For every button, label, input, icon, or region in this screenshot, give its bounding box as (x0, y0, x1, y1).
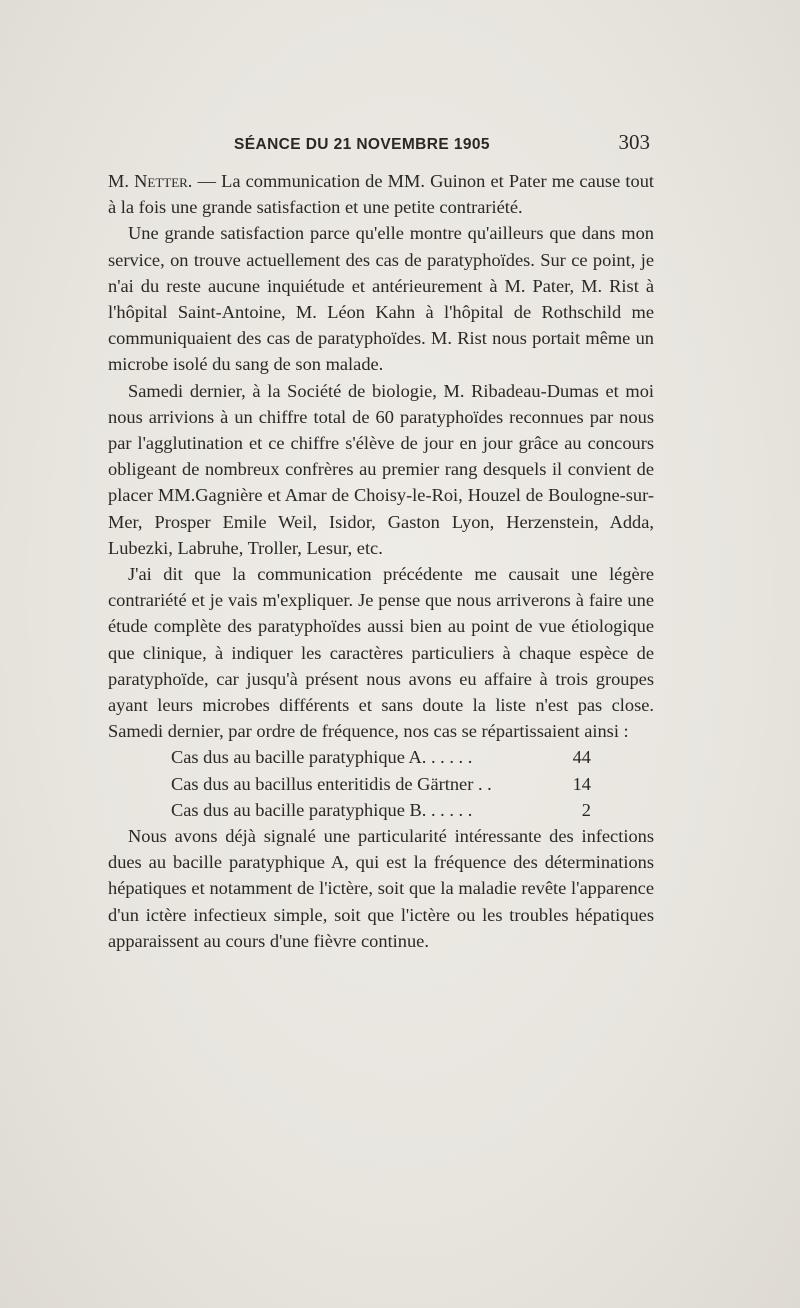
speaker-name: M. Netter. (108, 171, 193, 191)
case-count: 2 (581, 799, 591, 820)
paragraph-satisfaction: Une grande satisfaction parce qu'elle montre qu'ailleurs que dans mon service, on trouve actuellement des cas de paratyphoïdes. Sur ce point, je n'ai du reste aucune inquiétude et antérieurement à M. Pater, M. Rist à l'hôpital Saint-Antoine, M. Léon Kahn à l'hôpital de Rothschild me communiquaient des cas de paratyphoïdes. M. Rist nous portait même un microbe isolé du sang de son malade. (108, 223, 654, 375)
case-row (171, 797, 591, 823)
page-header (108, 130, 650, 158)
paragraph-contrariete: J'ai dit que la communication précédente me causait une légère contrariété et je vais m'expliquer. Je pense que nous arriverons à faire une étude complète des paratyphoïdes aussi bien au point de vue étiologique que clinique, à indiquer les caractères particuliers à chaque espèce de paratyphoïde, car jusqu'à présent nous avons eu affaire à trois groupes ayant leurs microbes différents et sans doute la liste n'est pas close. Samedi dernier, par ordre de fréquence, nos cas se répartissaient ainsi : (108, 564, 654, 742)
paragraph-societe-biologie: Samedi dernier, à la Société de biologie, M. Ribadeau-Dumas et moi nous arrivions à un chiffre total de 60 paratyphoïdes reconnues par nous par l'agglutination et ce chiffre s'élève de jour en jour grâce au concours obligeant de nombreux confrères au premier rang desquels il convient de placer MM.Gagnière et Amar de Choisy-le-Roi, Houzel de Boulogne-sur-Mer, Prosper Emile Weil, Isidor, Gaston Lyon, Herzenstein, Adda, Lubezki, Labruhe, Troller, Lesur, etc. (108, 380, 654, 558)
paragraph-netter-intro (108, 168, 654, 220)
case-label: Cas dus au bacillus enteritidis de Gärtner . . (171, 773, 492, 794)
running-head: SÉANCE DU 21 NOVEMBRE 1905 (234, 136, 490, 153)
paragraph-hepatic: Nous avons déjà signalé une particularité intéressante des infections dues au bacille paratyphique A, qui est la fréquence des déterminations hépatiques et notamment de l'ictère, soit que la maladie revête l'apparence d'un ictère infectieux simple, soit que l'ictère ou les troubles hépatiques apparaissent au cours d'une fièvre continue. (108, 826, 654, 951)
case-row (171, 744, 591, 770)
case-label: Cas dus au bacille paratyphique A. . . . . . (171, 747, 473, 768)
paragraph-netter-intro-text: — La communication de MM. Guinon et Pater me cause tout à la fois une grande satisfaction et une petite contrariété. (108, 171, 654, 218)
case-distribution-list (108, 744, 654, 823)
case-count: 44 (572, 747, 591, 768)
page-body (108, 168, 654, 954)
page-number: 303 (618, 130, 650, 154)
case-label: Cas dus au bacille paratyphique B. . . . . . (171, 799, 473, 820)
case-count: 14 (572, 773, 591, 794)
case-row (171, 771, 591, 797)
